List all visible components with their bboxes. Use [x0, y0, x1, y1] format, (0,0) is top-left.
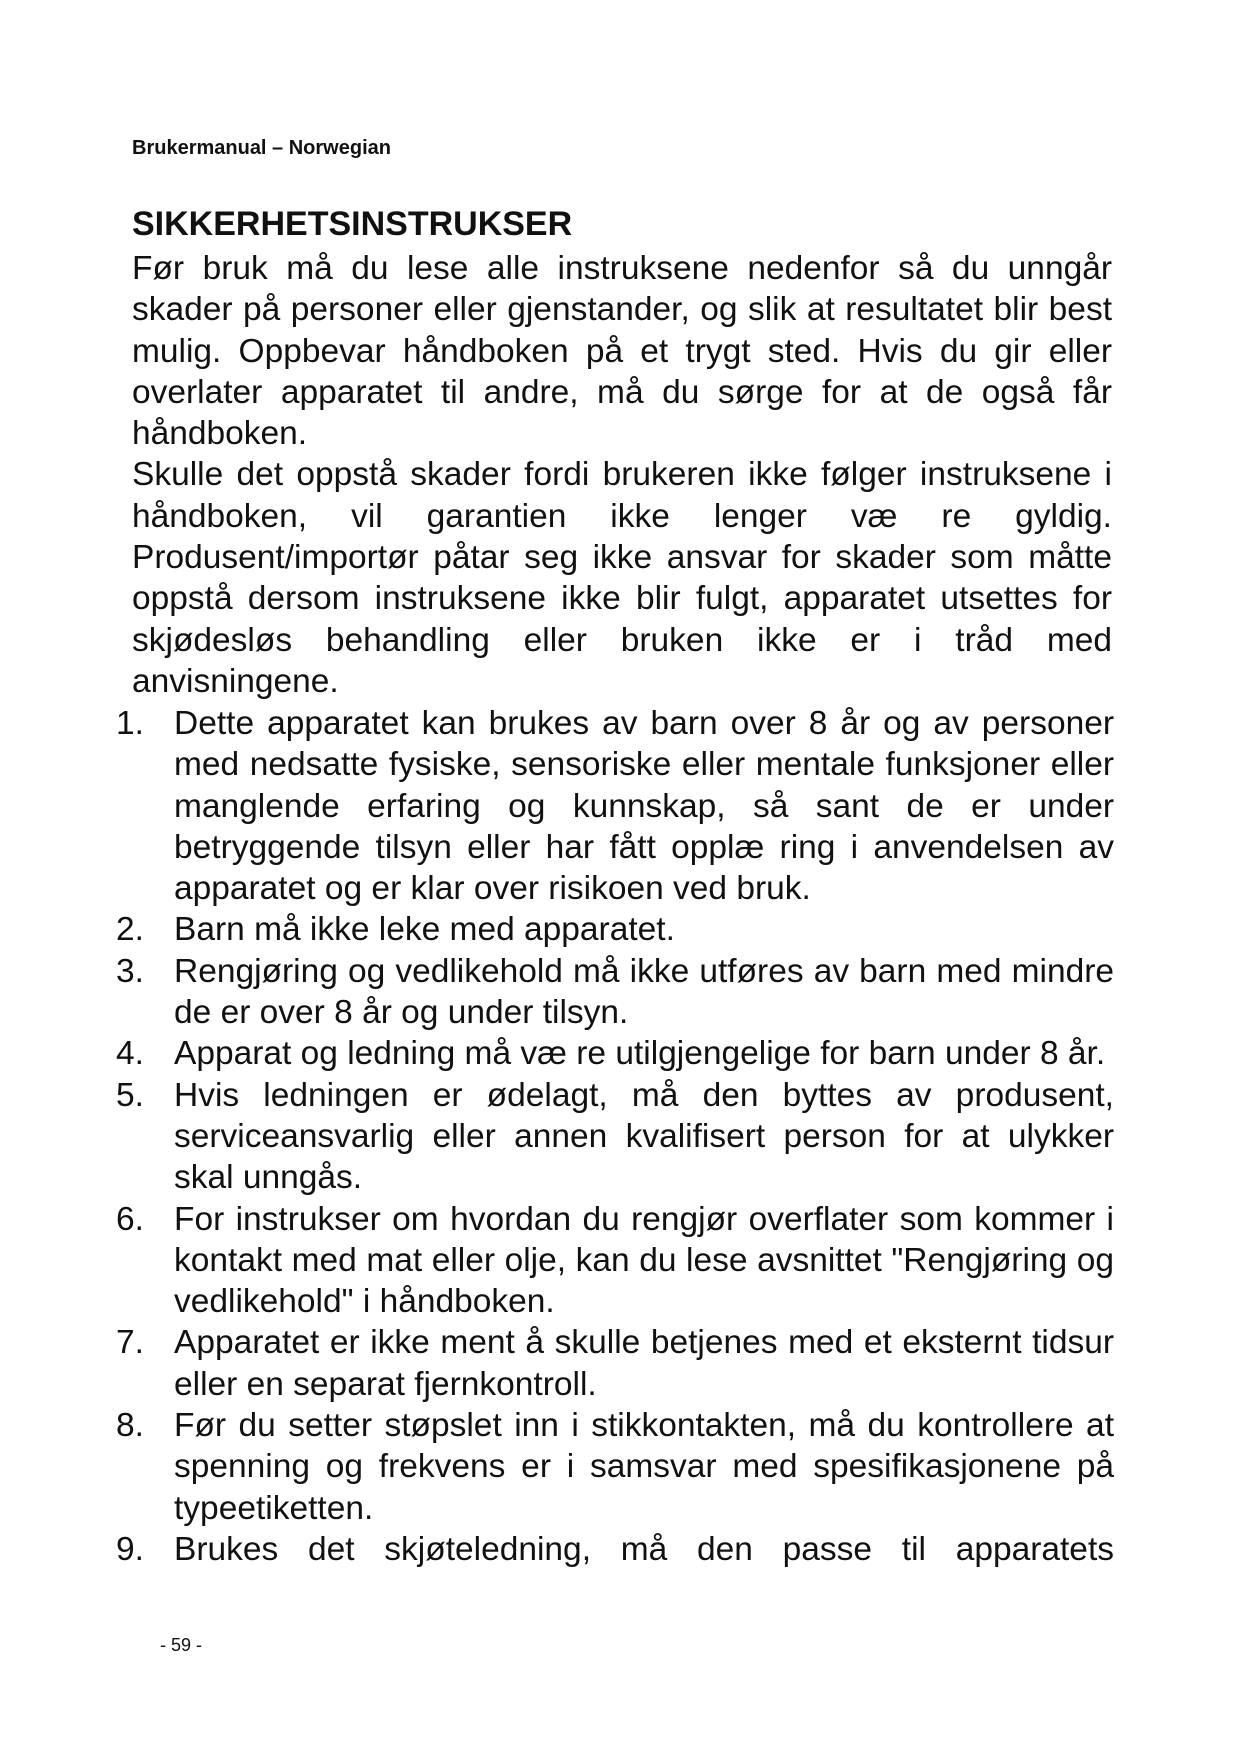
list-item-text: For instrukser om hvordan du rengjør overflater som kommer i kontakt med mat eller olje, kan du lese avsnittet "Rengjøring og vedlikehold" i håndboken. — [174, 1200, 1114, 1321]
list-item-text: Hvis ledningen er ødelagt, må den byttes av produsent, serviceansvarlig eller annen kvalifisert person for at ulykker skal unngås. — [174, 1076, 1114, 1197]
list-item-number: 7. — [116, 1324, 144, 1362]
list-item-text: Apparatet er ikke ment å skulle betjenes med et eksternt tidsur eller en separat fjernkontroll. — [174, 1324, 1114, 1403]
page-number: - 59 - — [160, 1635, 203, 1655]
list-item-text: Brukes det skjøteledning, må den passe til apparatets — [174, 1530, 1114, 1568]
list-item — [116, 909, 1114, 950]
list-item — [116, 703, 1114, 909]
list-item-number: 4. — [116, 1035, 144, 1073]
list-item — [116, 1529, 1114, 1570]
intro-text — [132, 248, 1112, 702]
list-item — [116, 1405, 1114, 1529]
list-item-number: 8. — [116, 1407, 144, 1445]
list-item-number: 2. — [116, 911, 144, 949]
list-item — [116, 1322, 1114, 1405]
list-item-text: Før du setter støpslet inn i stikkontakten, må du kontrollere at spenning og frekvens er i samsvar med spesifikasjonene på typeetiketten. — [174, 1407, 1114, 1527]
list-item-text: Dette apparatet kan brukes av barn over 8 år og av personer med nedsatte fysiske, sensoriske eller mentale funksjoner eller manglende erfaring og kunnskap, så sant de er under betryggende tilsyn eller har fått opplæ ring i anvendelsen av apparatet og er klar over risikoen ved bruk. — [174, 705, 1114, 908]
list-item-number: 6. — [116, 1200, 144, 1238]
intro-paragraph: Før bruk må du lese alle instruksene nedenfor så du unngår skader på personer eller gjenstander, og slik at resultatet blir best mulig. Oppbevar håndboken på et trygt sted. Hvis du gir eller overlater apparatet til andre, må du sørge for at de også får håndboken. — [132, 250, 1112, 453]
list-item — [116, 951, 1114, 1034]
list-item — [116, 1199, 1114, 1323]
document-header: Brukermanual – Norwegian — [132, 137, 391, 159]
list-item — [116, 1033, 1114, 1074]
list-item-number: 3. — [116, 952, 144, 990]
list-item-text: Apparat og ledning må væ re utilgjengelige for barn under 8 år. — [174, 1035, 1106, 1073]
list-item-number: 5. — [116, 1076, 144, 1114]
list-item-number: 1. — [116, 705, 144, 742]
section-title: SIKKERHETSINSTRUKSER — [132, 205, 573, 243]
list-item-text: Rengjøring og vedlikehold må ikke utføres av barn med mindre de er over 8 år og under tilsyn. — [174, 952, 1114, 1032]
list-item — [116, 1075, 1114, 1199]
list-item-number: 9. — [116, 1530, 144, 1568]
list-item-text: Barn må ikke leke med apparatet. — [174, 911, 675, 949]
intro-paragraph: Skulle det oppstå skader fordi brukeren ikke følger instruksene i håndboken, vil garantien ikke lenger væ re gyldig. Produsent/importør påtar seg ikke ansvar for skader som måtte oppstå dersom instruksene ikke blir fulgt, apparatet utsettes for skjødesløs behandling eller bruken ikke er i tråd med anvisningene. — [132, 456, 1112, 700]
safety-instructions-list — [116, 703, 1114, 1570]
